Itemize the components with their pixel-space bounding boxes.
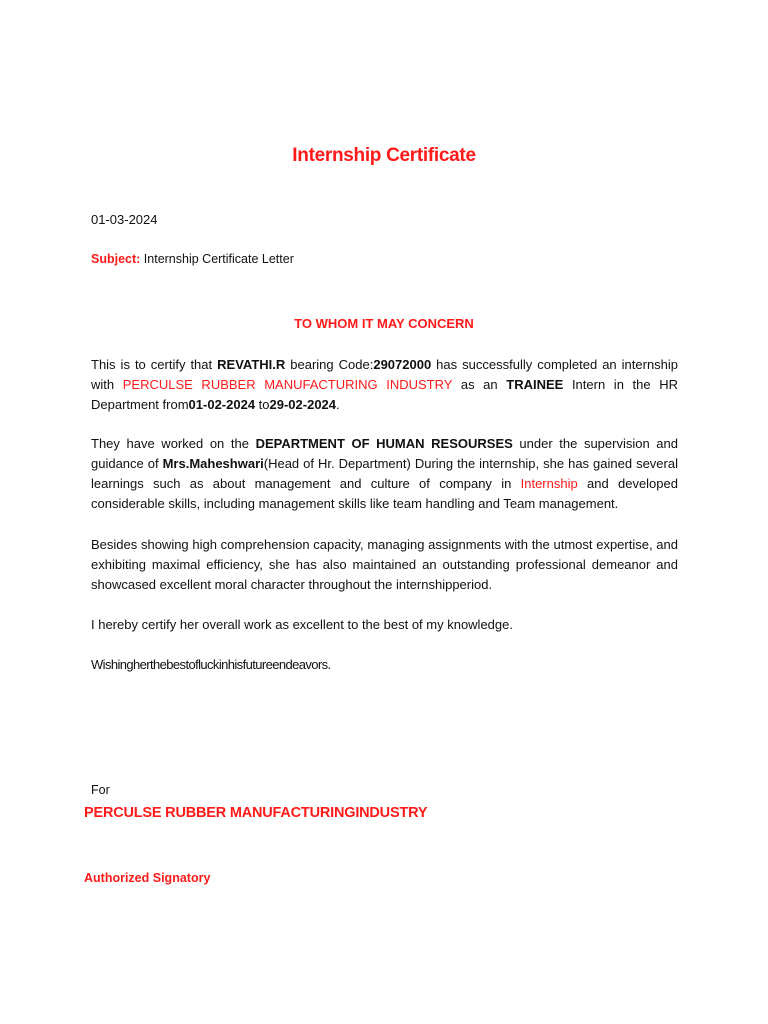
text-run: bearing Code: bbox=[285, 357, 374, 372]
highlight-word: Internship bbox=[520, 476, 578, 491]
supervisor-name: Mrs.Maheshwari bbox=[162, 456, 264, 471]
salutation: TO WHOM IT MAY CONCERN bbox=[294, 316, 474, 331]
subject-text: Internship Certificate Letter bbox=[143, 252, 294, 266]
text-run: They have worked on the bbox=[91, 436, 256, 451]
paragraph-work-details bbox=[91, 434, 678, 514]
text-run: Intern in the HR Department from bbox=[91, 377, 679, 412]
intern-code: 29072000 bbox=[373, 357, 432, 372]
text-run: as an bbox=[452, 377, 507, 392]
end-date: 29-02-2024 bbox=[269, 397, 337, 412]
text-run: under the supervision and guidance of bbox=[91, 436, 678, 471]
text-run: has successfully completed an internship with bbox=[91, 357, 679, 392]
text-run: to bbox=[255, 397, 270, 412]
department-name: DEPARTMENT OF HUMAN RESOURSES bbox=[255, 436, 513, 451]
letter-date: 01-03-2024 bbox=[91, 212, 158, 227]
intern-role: TRAINEE bbox=[506, 377, 564, 392]
start-date: 01-02-2024 bbox=[188, 397, 256, 412]
company-name-signature: PERCULSE RUBBER MANUFACTURINGINDUSTRY bbox=[84, 805, 428, 821]
authorized-signatory: Authorized Signatory bbox=[84, 871, 211, 885]
text-run: and developed considerable skills, including management skills like team handling and Team management. bbox=[91, 476, 678, 511]
company-name-inline: PERCULSE RUBBER MANUFACTURING INDUSTRY bbox=[122, 377, 453, 392]
text-run: . bbox=[336, 397, 340, 412]
subject-line bbox=[91, 252, 294, 266]
paragraph-wishes: Wishingherthebestofluckinhisfutureendeavors. bbox=[91, 657, 331, 672]
text-run: This is to certify that bbox=[91, 357, 218, 372]
subject-label: Subject: bbox=[91, 252, 141, 266]
text-run: (Head of Hr. Department) During the internship, she has gained several learnings such as about management and culture of company in bbox=[91, 456, 678, 491]
page-title: Internship Certificate bbox=[292, 145, 476, 166]
for-label: For bbox=[91, 783, 110, 797]
paragraph-certification bbox=[91, 355, 678, 415]
paragraph-character: Besides showing high comprehension capacity, managing assignments with the utmost expertise, and exhibiting maximal efficiency, she has also maintained an outstanding professional demeanor and showcased excellent moral character throughout the internshipperiod. bbox=[91, 537, 678, 592]
intern-name: REVATHI.R bbox=[217, 357, 286, 372]
paragraph-certify: I hereby certify her overall work as excellent to the best of my knowledge. bbox=[91, 617, 513, 632]
